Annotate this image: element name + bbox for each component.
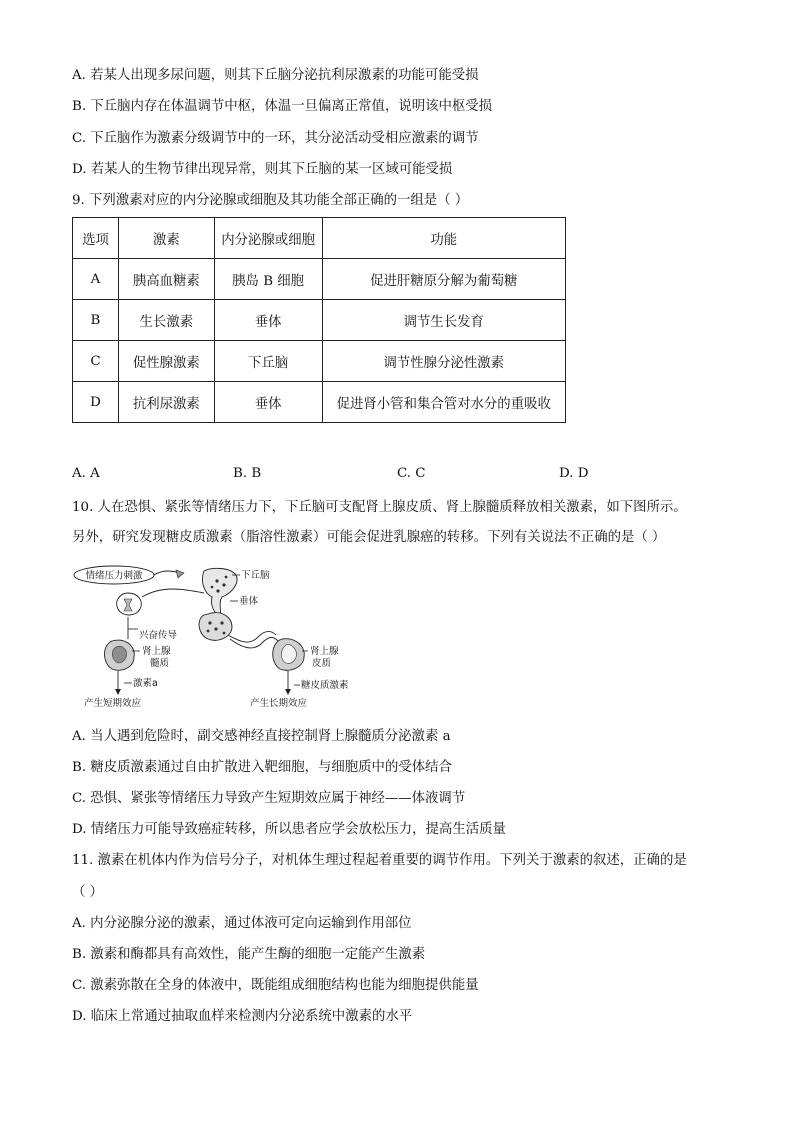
short-effect-label: 产生短期效应 bbox=[84, 698, 142, 709]
q9-option-a: A. A bbox=[72, 466, 100, 481]
table-cell: 调节生长发育 bbox=[322, 300, 565, 341]
table-cell: 垂体 bbox=[214, 300, 322, 341]
hormone-a-label: 激素a bbox=[133, 678, 158, 689]
pituitary-shape bbox=[199, 613, 232, 641]
q8-option-c: C. 下丘脑作为激素分级调节中的一环，其分泌活动受相应激素的调节 bbox=[72, 131, 479, 146]
q9-option-b: B. B bbox=[233, 466, 262, 481]
q10-option-c: C. 恐惧、紧张等情绪压力导致产生短期效应属于神经——体液调节 bbox=[72, 791, 466, 806]
table-row bbox=[73, 382, 566, 423]
q9-table bbox=[72, 217, 566, 423]
table-header: 选项 bbox=[73, 218, 119, 259]
table-header: 功能 bbox=[322, 218, 565, 259]
pituitary-label: 垂体 bbox=[239, 596, 259, 607]
nerve-terminal bbox=[176, 570, 184, 578]
q10-stem-line-2: 另外，研究发现糖皮质激素（脂溶性激素）可能会促进乳腺癌的转移。下列有关说法不正确的是（ ） bbox=[72, 530, 666, 545]
medulla-label-2: 髓质 bbox=[150, 658, 170, 669]
q10-option-d: D. 情绪压力可能导致癌症转移，所以患者应学会放松压力，提高生活质量 bbox=[72, 822, 506, 837]
table-header: 激素 bbox=[118, 218, 214, 259]
q11-stem-line-1: 11. 激素在机体内作为信号分子，对机体生理过程起着重要的调节作用。下列关于激素的叙述，正确的是 bbox=[72, 853, 687, 868]
table-cell: 胰高血糖素 bbox=[118, 259, 214, 300]
table-cell: 垂体 bbox=[214, 382, 322, 423]
q10-stem-line-1: 10. 人在恐惧、紧张等情绪压力下，下丘脑可支配肾上腺皮质、肾上腺髓质释放相关激素，如下图所示。 bbox=[72, 500, 687, 515]
table-row bbox=[73, 300, 566, 341]
table-cell: 生长激素 bbox=[118, 300, 214, 341]
q8-option-d: D. 若某人的生物节律出现异常，则其下丘脑的某一区域可能受损 bbox=[72, 162, 453, 177]
table-cell: A bbox=[73, 259, 119, 300]
table-cell: 促性腺激素 bbox=[118, 341, 214, 382]
table-cell: C bbox=[73, 341, 119, 382]
table-cell: 抗利尿激素 bbox=[118, 382, 214, 423]
q8-option-b: B. 下丘脑内存在体温调节中枢，体温一旦偏离正常值，说明该中枢受损 bbox=[72, 99, 493, 114]
table-cell: 促进肝糖原分解为葡萄糖 bbox=[322, 259, 565, 300]
stimulus-label: 情绪压力刺激 bbox=[85, 570, 143, 582]
table-cell: 下丘脑 bbox=[214, 341, 322, 382]
hormone-regulation-figure bbox=[72, 563, 372, 713]
table-cell: 调节性腺分泌性激素 bbox=[322, 341, 565, 382]
q11-option-c: C. 激素弥散在全身的体液中，既能组成细胞结构也能为细胞提供能量 bbox=[72, 978, 479, 993]
excitation-label: 兴奋传导 bbox=[139, 630, 178, 641]
table-cell: B bbox=[73, 300, 119, 341]
q10-option-b: B. 糖皮质激素通过自由扩散进入靶细胞，与细胞质中的受体结合 bbox=[72, 760, 452, 775]
table-cell: D bbox=[73, 382, 119, 423]
hypothalamus-label: 下丘脑 bbox=[241, 570, 270, 581]
q11-option-d: D. 临床上常通过抽取血样来检测内分泌系统中激素的水平 bbox=[72, 1009, 413, 1024]
medulla-label-1: 肾上腺 bbox=[142, 646, 171, 657]
hypothalamus-shape bbox=[202, 568, 237, 617]
q9-options bbox=[72, 466, 672, 486]
q11-option-b: B. 激素和酶都具有高效性，能产生酶的细胞一定能产生激素 bbox=[72, 947, 426, 962]
q10-option-a: A. 当人遇到危险时，副交感神经直接控制肾上腺髓质分泌激素 a bbox=[72, 729, 451, 744]
cortex-label-1: 肾上腺 bbox=[310, 646, 339, 657]
table-cell: 促进肾小管和集合管对水分的重吸收 bbox=[322, 382, 565, 423]
long-effect-label: 产生长期效应 bbox=[250, 698, 308, 709]
q9-stem: 9. 下列激素对应的内分泌腺或细胞及其功能全部正确的一组是（ ） bbox=[72, 193, 469, 208]
q8-option-a: A. 若某人出现多尿问题，则其下丘脑分泌抗利尿激素的功能可能受损 bbox=[72, 68, 479, 83]
q11-option-a: A. 内分泌腺分泌的激素，通过体液可定向运输到作用部位 bbox=[72, 916, 412, 931]
glucocorticoid-label: 糖皮质激素 bbox=[301, 680, 349, 691]
table-header-row bbox=[73, 218, 566, 259]
cortex-label-2: 皮质 bbox=[312, 658, 332, 669]
q9-option-c: C. C bbox=[397, 466, 426, 481]
q9-option-d: D. D bbox=[559, 466, 589, 481]
table-header: 内分泌腺或细胞 bbox=[214, 218, 322, 259]
table-row bbox=[73, 259, 566, 300]
table-row bbox=[73, 341, 566, 382]
q11-stem-line-2: （ ） bbox=[72, 885, 104, 900]
table-cell: 胰岛 B 细胞 bbox=[214, 259, 322, 300]
